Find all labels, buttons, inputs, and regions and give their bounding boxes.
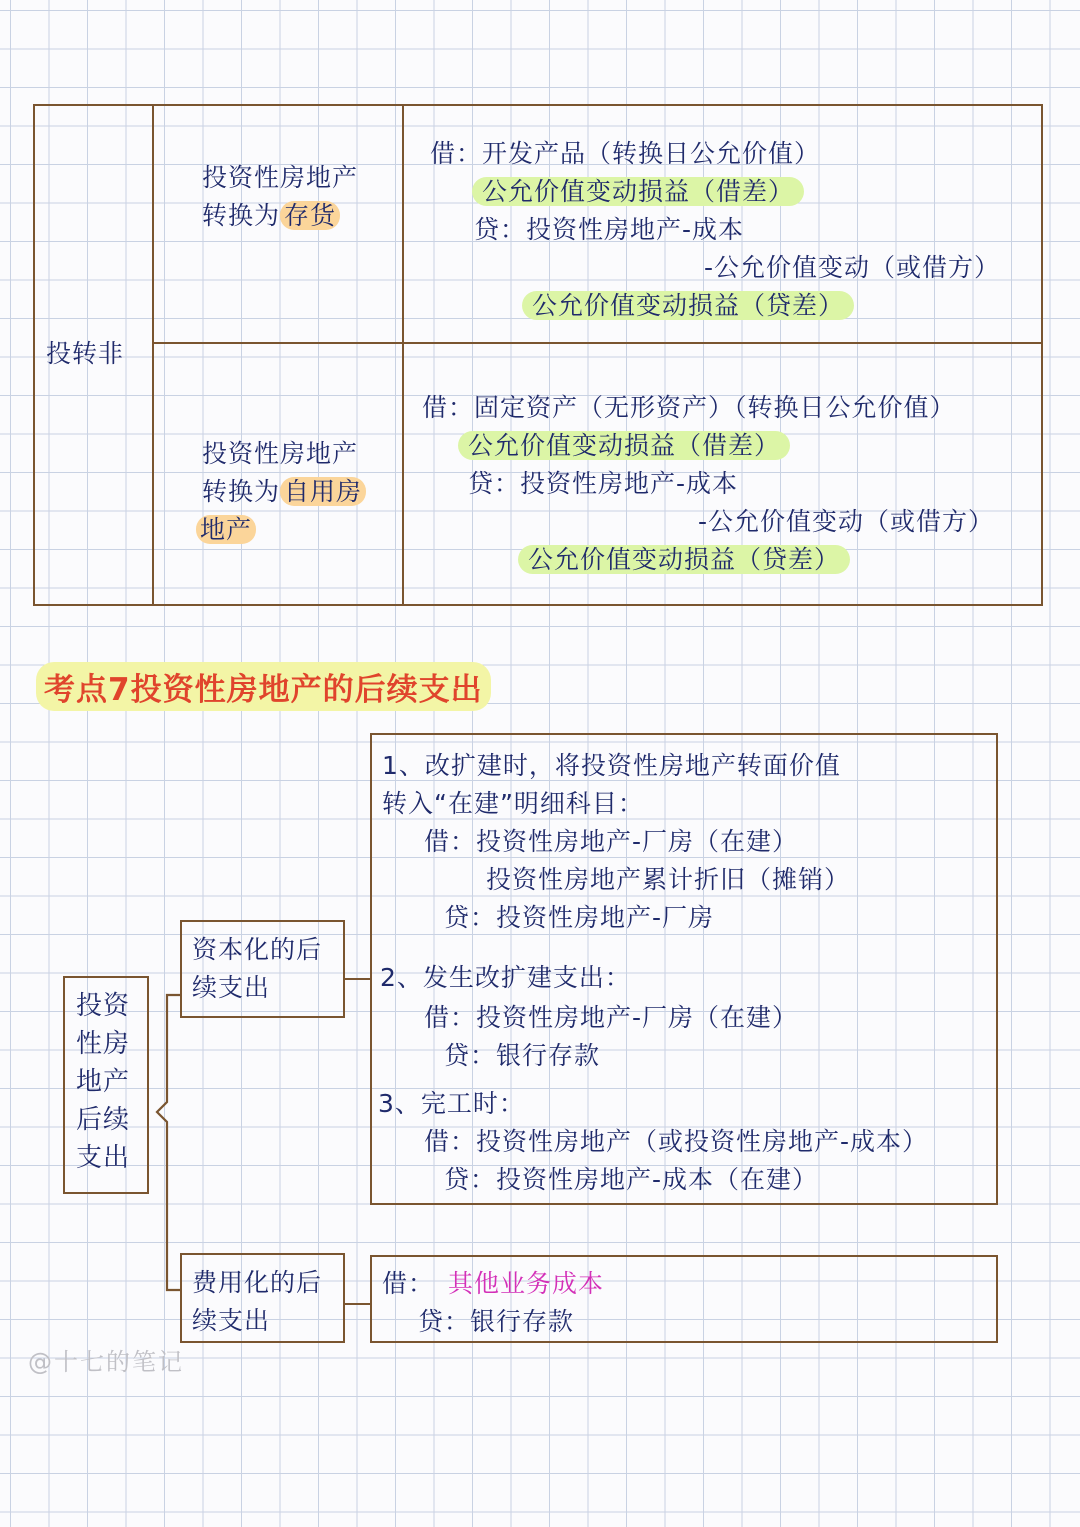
- row2-entry-line3: 贷：投资性房地产-成本: [468, 469, 739, 498]
- row2-category-line3: [196, 512, 256, 548]
- root-line5: 支出: [76, 1143, 131, 1173]
- capital-line5: 贷：投资性房地产-厂房: [444, 903, 715, 932]
- row2-category-highlight: 自用房: [280, 477, 366, 506]
- row2-category-prefix: 转换为: [202, 477, 281, 506]
- row1-entry-line2-text: 公允价值变动损益（借差）: [472, 177, 804, 206]
- row2-entry-line2: [468, 428, 790, 464]
- row1-category-prefix: 转换为: [202, 201, 281, 230]
- row1-category-line2: [202, 198, 340, 234]
- row1-category-line1: 投资性房地产: [202, 163, 359, 192]
- capital-line10: 借：投资性房地产（或投资性房地产-成本）: [424, 1127, 929, 1156]
- root-line1: 投资: [76, 991, 131, 1021]
- expense-debit-account: 其他业务成本: [448, 1269, 605, 1298]
- expense-debit-prefix: 借：: [382, 1269, 435, 1298]
- row1-category-highlight: 存货: [280, 201, 340, 230]
- capital-label-line2: 续支出: [192, 973, 271, 1002]
- table-divider-row: [152, 342, 1043, 344]
- tree-bracket: [145, 990, 185, 1300]
- section-heading: 考点7投资性房地产的后续支出: [36, 662, 491, 711]
- row2-entry-line1: 借：固定资产（无形资产）（转换日公允价值）: [422, 393, 956, 422]
- capital-line6: 2、发生改扩建支出：: [380, 963, 631, 992]
- capital-line4: 投资性房地产累计折旧（摊销）: [486, 865, 851, 894]
- capital-line9: 3、完工时：: [378, 1089, 525, 1118]
- root-line3: 地产: [76, 1067, 131, 1097]
- row1-entry-line2: [482, 174, 804, 210]
- row1-entry-line5: [532, 288, 854, 324]
- row1-entry-line1: 借：开发产品（转换日公允价值）: [430, 139, 821, 168]
- capital-line1: 1、改扩建时，将投资性房地产转面价值: [382, 751, 841, 780]
- root-line2: 性房: [76, 1029, 131, 1059]
- row2-category-line2: [202, 474, 366, 510]
- row2-entry-line2-text: 公允价值变动损益（借差）: [458, 431, 790, 460]
- row2-entry-line5-text: 公允价值变动损益（贷差）: [518, 545, 850, 574]
- capital-connector: [345, 978, 371, 980]
- row2-entry-line5: [528, 542, 850, 578]
- watermark: @十七的笔记: [28, 1348, 184, 1376]
- capital-line8: 贷：银行存款: [444, 1041, 601, 1070]
- capital-line11: 贷：投资性房地产-成本（在建）: [444, 1165, 819, 1194]
- table-divider-left: [152, 104, 154, 606]
- expense-credit-line: 贷：银行存款: [418, 1307, 575, 1336]
- capital-line7: 借：投资性房地产-厂房（在建）: [424, 1003, 799, 1032]
- capital-line2: 转入“在建”明细科目：: [382, 789, 644, 818]
- expense-label-line1: 费用化的后: [192, 1268, 323, 1297]
- table-divider-mid: [402, 104, 404, 606]
- table-left-label: 投转非: [46, 339, 125, 368]
- capital-line3: 借：投资性房地产-厂房（在建）: [424, 827, 799, 856]
- capital-label-line1: 资本化的后: [192, 935, 323, 964]
- row1-entry-line5-text: 公允价值变动损益（贷差）: [522, 291, 854, 320]
- row2-category-line1: 投资性房地产: [202, 439, 359, 468]
- expense-debit-line: [382, 1266, 604, 1302]
- root-line4: 后续: [76, 1105, 131, 1135]
- expense-label-line2: 续支出: [192, 1306, 271, 1335]
- row1-entry-line4: -公允价值变动（或借方）: [704, 253, 1001, 282]
- expense-connector: [345, 1303, 371, 1305]
- row1-entry-line3: 贷：投资性房地产-成本: [474, 215, 745, 244]
- row2-category-line3-text: 地产: [196, 515, 256, 544]
- row2-entry-line4: -公允价值变动（或借方）: [698, 507, 995, 536]
